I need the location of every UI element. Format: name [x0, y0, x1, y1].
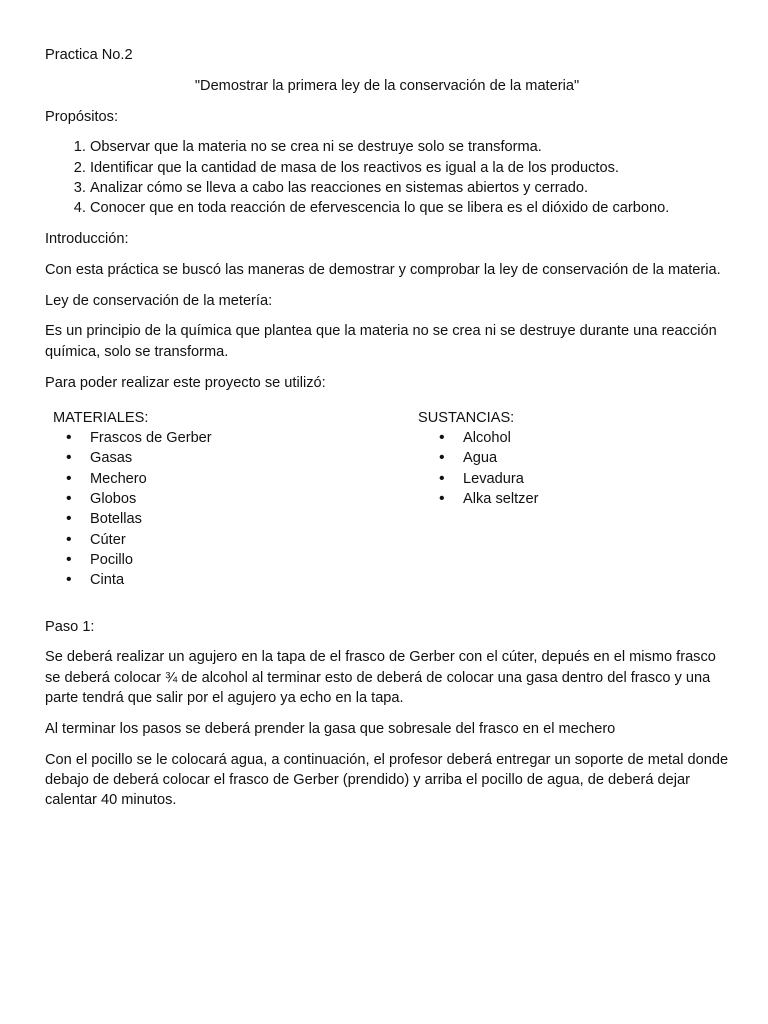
substance-item: • Levadura [418, 469, 718, 489]
intro-text: Con esta práctica se buscó las maneras de demostrar y comprobar la ley de conservación de la materia. [45, 261, 721, 278]
project-intro: Para poder realizar este proyecto se utilizó: [45, 374, 326, 391]
lists-columns [45, 408, 735, 591]
purpose-item: 3. Analizar cómo se lleva a cabo las reacciones en sistemas abiertos y cerrado. [90, 178, 735, 198]
document-page [45, 45, 735, 821]
material-item: • Frascos de Gerber [53, 428, 418, 448]
step1-paragraph: Al terminar los pasos se deberá prender la gasa que sobresale del frasco en el mechero [45, 720, 616, 737]
substance-item: • Alka seltzer [418, 489, 718, 509]
purpose-item: 4. Conocer que en toda reacción de efervescencia lo que se libera es el dióxido de carbono. [90, 198, 735, 218]
materials-column [45, 408, 418, 591]
purposes-heading: Propósitos: [45, 108, 119, 125]
substance-item: • Agua [418, 448, 718, 468]
step1-heading: Paso 1: [45, 618, 95, 635]
purpose-item: 1. Observar que la materia no se crea ni se destruye solo se transforma. [90, 137, 735, 157]
materials-list [53, 428, 418, 590]
substances-list [418, 428, 718, 509]
material-item: • Globos [53, 489, 418, 509]
material-item: • Pocillo [53, 550, 418, 570]
purposes-list [45, 137, 735, 218]
step1-paragraph: Con el pocillo se le colocará agua, a continuación, el profesor deberá entregar un soporte de metal donde debajo de deberá colocar el frasco de Gerber (prendido) y arriba el pocillo de agua, de deberá dejar calentar 40 minutos. [45, 751, 729, 809]
material-item: • Cinta [53, 570, 418, 590]
material-item: • Botellas [53, 509, 418, 529]
intro-heading: Introducción: [45, 231, 129, 248]
material-item: • Gasas [53, 448, 418, 468]
materials-heading: MATERIALES: [53, 409, 149, 426]
substance-item: • Alcohol [418, 428, 718, 448]
practice-number: Practica No.2 [45, 47, 133, 63]
substances-column [418, 408, 718, 591]
material-item: • Cúter [53, 530, 418, 550]
step1-paragraph: Se deberá realizar un agujero en la tapa de el frasco de Gerber con el cúter, depués en el mismo frasco se deberá colocar ¾ de alcohol al terminar esto de deberá de colocar una gasa dentro del frasco y una parte tendrá que salir por el agujero ya echo en la tapa. [45, 649, 716, 706]
material-item: • Mechero [53, 469, 418, 489]
law-text: Es un principio de la química que plantea que la materia no se crea ni se destruye durante una reacción química, solo se transforma. [45, 323, 717, 360]
law-heading: Ley de conservación de la metería: [45, 292, 273, 309]
purpose-item: 2. Identificar que la cantidad de masa de los reactivos es igual a la de los productos. [90, 158, 735, 178]
practice-title: "Demostrar la primera ley de la conservación de la materia" [194, 77, 580, 94]
substances-heading: SUSTANCIAS: [418, 409, 515, 426]
